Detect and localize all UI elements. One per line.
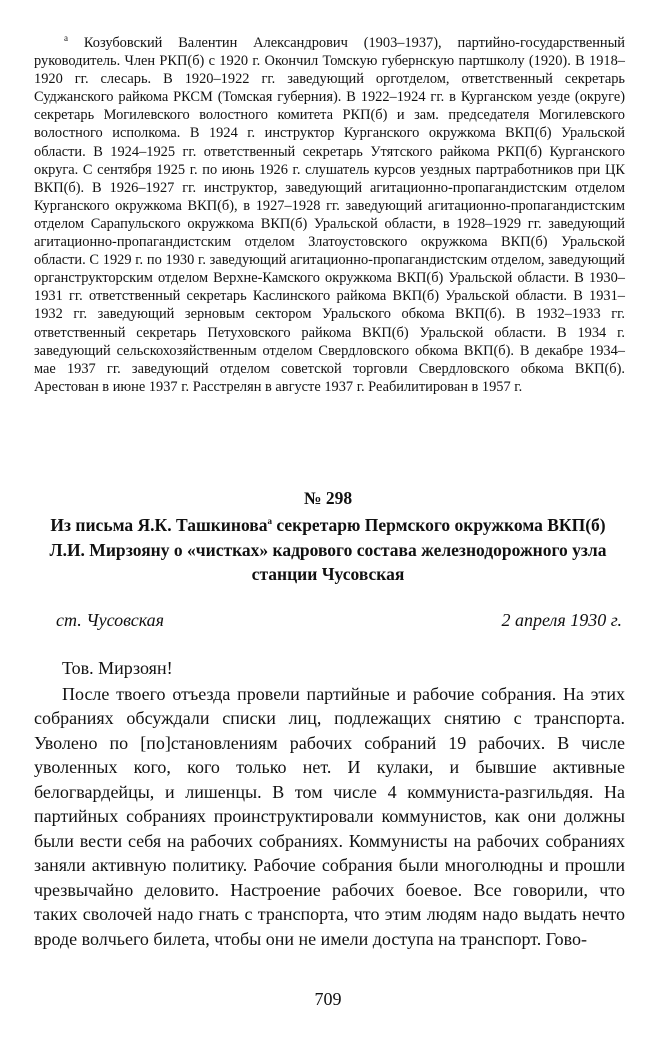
document-number: № 298 [303, 488, 353, 508]
document-title [44, 513, 612, 587]
page-number: 709 [314, 989, 342, 1009]
letter-body: После твоего отъезда провели партийные и рабочие собрания. На этих собраниях обсуждали списки лиц, подлежащих снятию с транспорта. Уволено по [по]становлениям рабочих собраний 19 рабочих. В числе уволенных кого, кого только нет. И кулаки, и бывшие активные белогвардейцы, и лишенцы. В том числе 4 коммуниста-разгильдяя. На партийных собраниях проинструктировали коммунистов, как они должны были вести себя на рабочих собраниях. Коммунисты на рабочих собраниях заняли активную политику. Рабочие собрания были многолюдны и прошли чрезвычайно деловито. Настроение рабочих боевое. Все говорили, что таких сволочей надо гнать с транспорта, что этим людям надо выдать нечто вроде волчьего билета, чтобы они не имели доступа на транспорт. Гово- [34, 684, 625, 949]
document-title-footnote-marker: a [267, 516, 272, 527]
document-title-rest: секретарю Пермского окружкома ВКП(б) Л.И. Мирзояну о «чистках» кадрового состава железнодорожного узла станции Чусовская [49, 515, 607, 584]
footnote-marker: a [64, 33, 68, 44]
document-date: 2 апреля 1930 г. [501, 610, 622, 630]
footnote [34, 34, 625, 396]
footnote-text: Козубовский Валентин Александрович (1903–1937), партийно-государственный руководитель. Член РКП(б) с 1920 г. Окончил Томскую губернскую партшколу (1920). В 1918–1920 гг. слесарь. В 1920–1922 гг. заведующий орготделом, ответственный секретарь Суджанского райкома РКСМ (Томская губерния). В 1922–1924 гг. в Курганском уезде (округе) секретарь Могилевского волостного комитета РКП(б) и зам. председателя Могилевского волостного исполкома. В 1924 г. инструктор Курганского окружкома ВКП(б) Уральской области. В 1924–1925 гг. ответственный секретарь Утятского райкома РКП(б) Курганского округа. С сентября 1925 г. по июнь 1926 г. слушатель курсов уездных партработников при ЦК ВКП(б). В 1926–1927 гг. инструктор, заведующий агитационно-пропагандистским отделом Курганского окружкома ВКП(б), в 1927–1928 гг. заведующий агитационно-пропагандистским отделом Сарапульского окружкома ВКП(б) Уральской области, в 1928–1929 гг. заведующий агитационно-пропагандистским отделом Златоустовского окружкома ВКП(б) Уральской области. С 1929 г. по 1930 г. заведующий агитационно-пропагандистским отделом, заведующий органструкторским отделом Верхне-Камского окружкома ВКП(б) Уральской области. В 1930–1931 гг. ответственный секретарь Каслинского райкома ВКП(б) Уральской области. В 1931–1932 гг. заведующий зерновым сектором Уральского обкома ВКП(б). В 1932–1933 гг. ответственный секретарь Петуховского райкома ВКП(б) Уральской области. В 1934 г. заведующий сельскохозяйственным отделом Свердловского обкома ВКП(б). В декабре 1934–мае 1937 гг. заведующий отделом советской торговли Свердловского обкома ВКП(б). Арестован в июне 1937 г. Расстрелян в августе 1937 г. Реабилитирован в 1957 г. [34, 35, 626, 395]
document-title-start: Из письма Я.К. Ташкинова [50, 515, 268, 535]
letter-salutation: Тов. Мирзоян! [62, 658, 173, 678]
document-place: ст. Чусовская [56, 610, 165, 630]
